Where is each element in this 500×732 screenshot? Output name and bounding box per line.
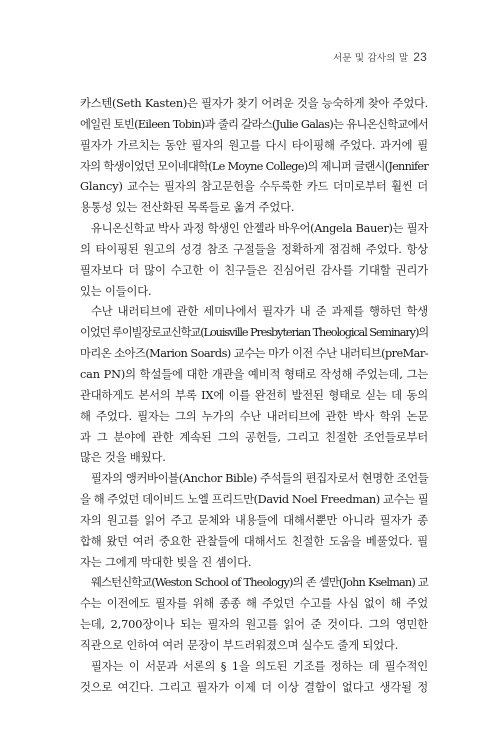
text-line: 필자는 이 서문과 서론의 § 1을 의도된 기조를 정하는 데 필수적인 <box>91 659 428 673</box>
text-line: 자의 학생이었던 모이네대학(Le Moyne College)의 제니퍼 글랜시(Jennifer <box>80 159 428 173</box>
body-text <box>80 94 428 698</box>
text-line: 과 그 분야에 관한 계속된 그의 공헌들, 그리고 친절한 조언들로부터 <box>80 430 428 444</box>
text-line: 마리온 소아즈(Marion Soards) 교수는 마가 이전 수난 내러티브(preMar- <box>80 347 428 361</box>
text-line: 자의 원고를 읽어 주고 문체와 내용들에 대해서뿐만 아니라 필자가 종 <box>80 513 428 527</box>
text-line: 용통성 있는 전산화된 목록들로 옮겨 주었다. <box>80 201 295 215</box>
text-line: 을 해 주었던 데이비드 노엘 프리드만(David Noel Freedman) 교수는 필 <box>80 493 429 507</box>
text-line: Glancy) 교수는 필자의 참고문헌을 수두룩한 카드 더미로부터 훨씬 더 <box>80 180 428 194</box>
page-number: 23 <box>413 50 427 64</box>
text-line: 유니온신학교 박사 과정 학생인 안젤라 바우어(Angela Bauer)는 필자 <box>91 222 428 236</box>
text-line: 수난 내러티브에 관한 세미나에서 필자가 내 준 과제를 행하던 학생 <box>91 305 428 319</box>
section-title: 서문 및 감사의 말 <box>332 53 409 64</box>
text-line: 합해 왔던 여러 중요한 관찰들에 대해서도 친절한 도움을 베풀었다. 필 <box>80 534 428 548</box>
text-line: can PN)의 학설들에 대한 개관을 예비적 형태로 작성해 주었는데, 그는 <box>80 367 428 381</box>
text-line: 에일린 토빈(Eileen Tobin)과 줄리 갈라스(Julie Galas)는 유니온신학교에서 <box>80 117 428 131</box>
text-line: 자는 그에게 막대한 빚을 진 셈이다. <box>80 555 252 569</box>
text-line: 것으로 여긴다. 그리고 필자가 이제 더 이상 결함이 없다고 생각될 정 <box>80 680 428 694</box>
text-line: 카스텐(Seth Kasten)은 필자가 찾기 어려운 것을 능숙하게 찾아 주었다. <box>80 97 428 110</box>
running-head <box>333 50 427 64</box>
text-line: 직관으로 인하여 여러 문장이 부드러워졌으며 실수도 줄게 되었다. <box>80 638 399 652</box>
text-line: 필자의 앵커바이블(Anchor Bible) 주석들의 편집자로서 현명한 조언들 <box>91 472 429 486</box>
text-line: 필자보다 더 많이 수고한 이 친구들은 진심어린 감사를 기대할 권리가 <box>80 263 428 277</box>
text-line: 는데, 2,700장이나 되는 필자의 원고를 읽어 준 것이다. 그의 영민한 <box>80 618 428 632</box>
text-line: 수는 이전에도 필자를 위해 종종 해 주었던 수고를 사심 없이 해 주었 <box>80 597 428 611</box>
text-line: 있는 이들이다. <box>80 284 152 298</box>
text-line: 필자가 가르치는 동안 필자의 원고를 다시 타이핑해 주었다. 과거에 필 <box>80 138 428 152</box>
text-line: 이었던 루이빌장로교신학교(Louisville Presbyterian Theological Seminary)의 <box>80 326 429 340</box>
text-line: 웨스턴신학교(Weston School of Theology)의 존 셀만(John Kselman) 교 <box>91 576 428 590</box>
text-line: 관대하게도 본서의 부록 IX에 이를 완전히 발전된 형태로 싣는 데 동의 <box>80 388 428 402</box>
text-line: 많은 것을 배웠다. <box>80 451 166 465</box>
text-line: 해 주었다. 필자는 그의 누가의 수난 내러티브에 관한 박사 학위 논문 <box>80 409 428 423</box>
text-line: 의 타이핑된 원고의 성경 참조 구절들을 정확하게 점검해 주었다. 항상 <box>80 242 428 256</box>
